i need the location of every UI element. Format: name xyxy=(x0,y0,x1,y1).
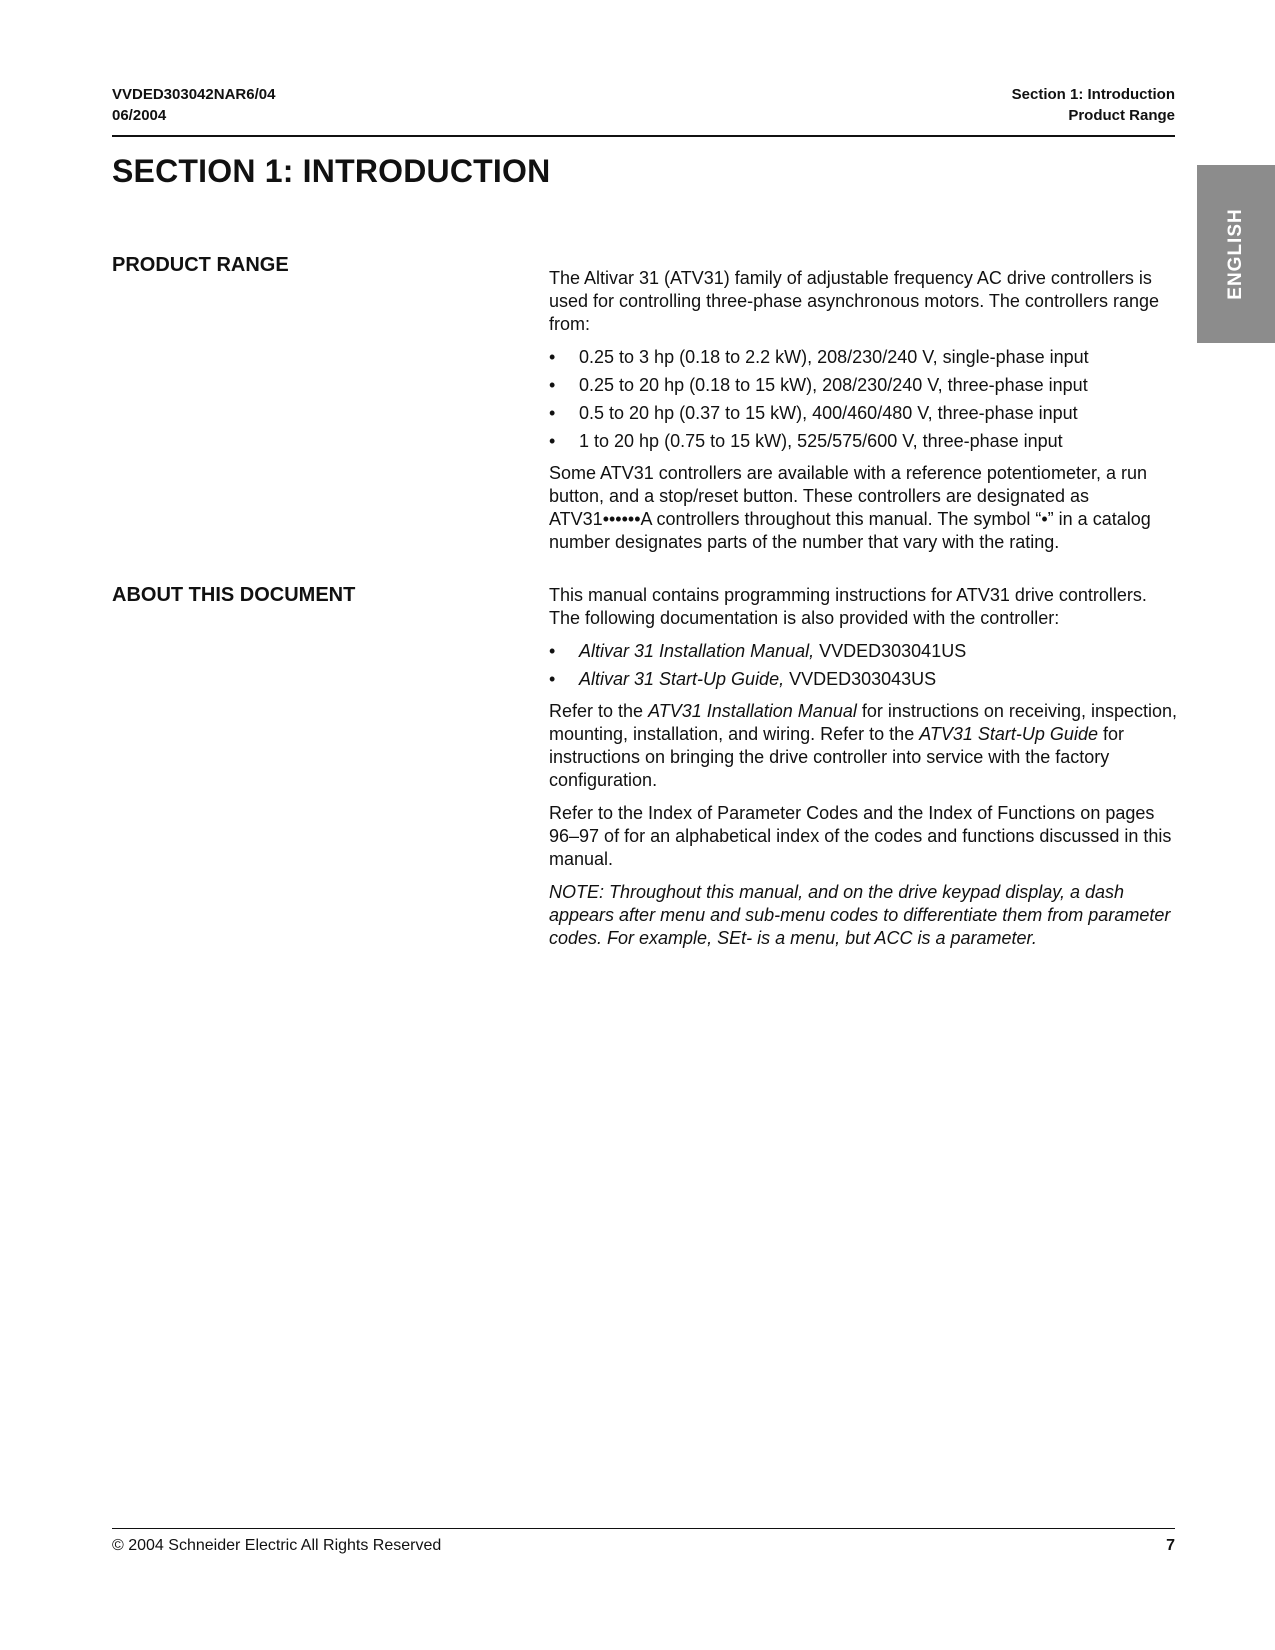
language-tab xyxy=(1197,165,1275,343)
product-range-heading: PRODUCT RANGE xyxy=(112,254,289,276)
footer-rule xyxy=(112,1528,1175,1529)
refer-index-paragraph: Refer to the Index of Parameter Codes and the Index of Functions on pages 96–97 of for an alphabetical index of the codes and functions discussed in this manual. xyxy=(549,803,1172,869)
bullet-icon: • xyxy=(549,669,556,689)
bullet-icon: • xyxy=(549,347,556,367)
list-item: • 0.5 to 20 hp (0.37 to 15 kW), 400/460/480 V, three-phase input xyxy=(549,403,1078,423)
about-intro: This manual contains programming instructions for ATV31 drive controllers. The following documentation is also provided with the controller: xyxy=(549,585,1147,628)
header-topic: Product Range xyxy=(1068,107,1175,124)
about-document-body xyxy=(549,584,1179,960)
document-number: VVDED303042NAR6/04 xyxy=(112,86,276,103)
header-rule xyxy=(112,135,1175,137)
refer-manuals-paragraph: Refer to the ATV31 Installation Manual for instructions on receiving, inspection, mounting, installation, and wiring. Refer to the ATV31 Start-Up Guide for instructions on bringing the drive controller into service with the factory configuration. xyxy=(549,701,1178,790)
documentation-list xyxy=(549,640,1179,691)
doc-title: Altivar 31 Installation Manual, xyxy=(579,641,815,661)
note-paragraph: NOTE: Throughout this manual, and on the drive keypad display, a dash appears after menu and sub-menu codes to differentiate them from parameter codes. For example, SEt- is a menu, but ACC is a parameter. xyxy=(549,882,1171,948)
document-date: 06/2004 xyxy=(112,107,167,124)
product-range-intro: The Altivar 31 (ATV31) family of adjustable frequency AC drive controllers is used for controlling three-phase asynchronous motors. The controllers range from: xyxy=(549,268,1159,334)
about-document-heading: ABOUT THIS DOCUMENT xyxy=(112,584,356,606)
page-title: SECTION 1: INTRODUCTION xyxy=(112,153,551,189)
copyright: © 2004 Schneider Electric All Rights Reserved xyxy=(112,1537,442,1554)
doc-code: VVDED303043US xyxy=(784,669,937,689)
bullet-icon: • xyxy=(549,403,556,423)
list-item: • 0.25 to 20 hp (0.18 to 15 kW), 208/230/240 V, three-phase input xyxy=(549,375,1088,395)
bullet-icon: • xyxy=(549,431,556,451)
language-tab-label: ENGLISH xyxy=(1225,208,1246,300)
doc-title: Altivar 31 Start-Up Guide, xyxy=(579,669,785,689)
list-item: • 0.25 to 3 hp (0.18 to 2.2 kW), 208/230/240 V, single-phase input xyxy=(549,347,1089,367)
list-item xyxy=(549,668,1179,691)
doc-code: VVDED303041US xyxy=(814,641,967,661)
product-range-list xyxy=(549,346,1179,453)
product-range-note: Some ATV31 controllers are available with a reference potentiometer, a run button, and a stop/reset button. These controllers are designated as ATV31••••••A controllers throughout this manual. The symbol “•” in a catalog number designates parts of the number that vary with the rating. xyxy=(549,463,1151,552)
bullet-icon: • xyxy=(549,641,556,661)
running-header-right xyxy=(1012,84,1175,126)
header-section: Section 1: Introduction xyxy=(1011,86,1175,103)
running-header-left xyxy=(112,84,275,126)
list-item xyxy=(549,640,1179,663)
page-number: 7 xyxy=(1166,1537,1175,1554)
list-item: • 1 to 20 hp (0.75 to 15 kW), 525/575/600 V, three-phase input xyxy=(549,431,1063,451)
bullet-icon: • xyxy=(549,375,556,395)
product-range-body xyxy=(549,267,1179,564)
